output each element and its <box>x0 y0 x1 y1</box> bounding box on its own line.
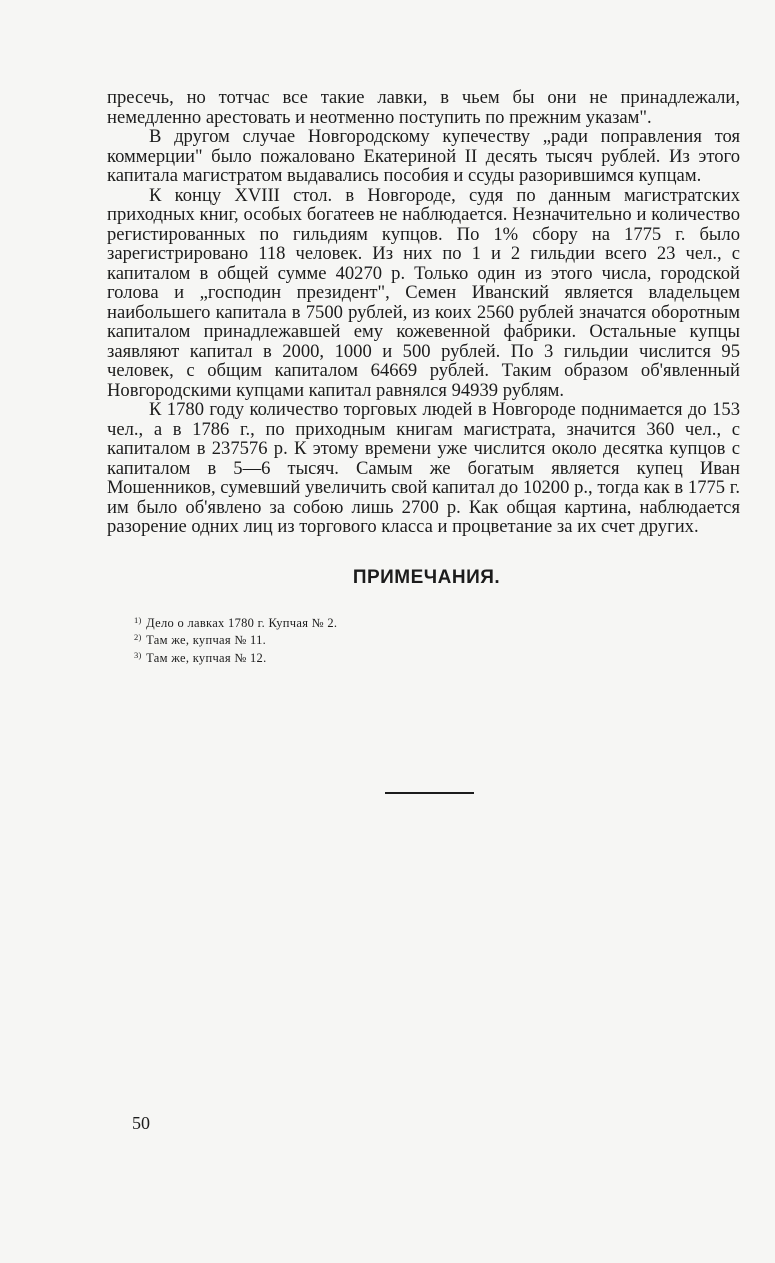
page-number: 50 <box>132 1113 150 1133</box>
paragraph-catherine-grant: В другом случае Новгородскому купечеству „ради поправления тоя коммерции" было пожаловано Екатериной II десять тысяч рублей. Из этого капитала магистратом выдавались пособия и ссуды разорившимся купцам. <box>107 126 740 186</box>
notes-heading: ПРИМЕЧАНИЯ. <box>352 566 501 588</box>
section-end-rule <box>385 792 474 794</box>
notes-list <box>107 613 740 666</box>
paragraph-1780-growth: К 1780 году количество торговых людей в Новгороде поднимается до 153 чел., а в 1786 г., по приходным книгам магистрата, значится 360 чел., с капиталом в 237576 р. К этому времени уже числится около десятка купцов с капиталом в 5—6 тысяч. Самым же богатым является купец Иван Мошенников, сумевший увеличить свой капитал до 10200 р., тогда как в 1775 г. им было об'явлено за собою лишь 2700 р. Как общая картина, наблюдается разорение одних лиц из торгового класса и процветание за их счет других. <box>107 399 740 537</box>
note-item <box>134 630 740 648</box>
note-marker: 2) <box>134 632 142 642</box>
note-item <box>134 613 740 631</box>
note-text: Там же, купчая № 11. <box>146 633 267 647</box>
page-body <box>107 88 740 665</box>
note-marker: 1) <box>134 614 142 625</box>
paragraph-continuation: пресечь, но тотчас все такие лавки, в чьем бы они не принадлежали, немедленно арестовать и неотменно поступить по прежним указам". <box>107 87 740 128</box>
note-marker: 3) <box>134 649 142 660</box>
note-item <box>134 648 740 666</box>
paragraph-18th-century-merchants: К концу XVIII стол. в Новгороде, судя по данным магистратских приходных книг, особых богатеев не наблюдается. Незначительно и количество регистированных по гильдиям купцов. По 1% сбору на 1775 г. было зарегистрировано 118 человек. Из них по 1 и 2 гильдии всего 23 чел., с капиталом в общей сумме 40270 р. Только один из этого числа, городской голова и „господин президент", Семен Иванский является владельцем наибольшего капитала в 7500 рублей, из коих 2560 рублей значатся оборотным капиталом принадлежавшей ему кожевенной фабрики. Остальные купцы заявляют капитал в 2000, 1000 и 500 рублей. По 3 гильдии числится 95 человек, с общим капиталом 64669 рублей. Таким образом об'явленный Новгородскими купцами капитал равнялся 94939 рублям. <box>107 184 740 401</box>
note-text: Там же, купчая № 12. <box>146 650 267 665</box>
note-text: Дело о лавках 1780 г. Купчая № 2. <box>146 615 338 630</box>
